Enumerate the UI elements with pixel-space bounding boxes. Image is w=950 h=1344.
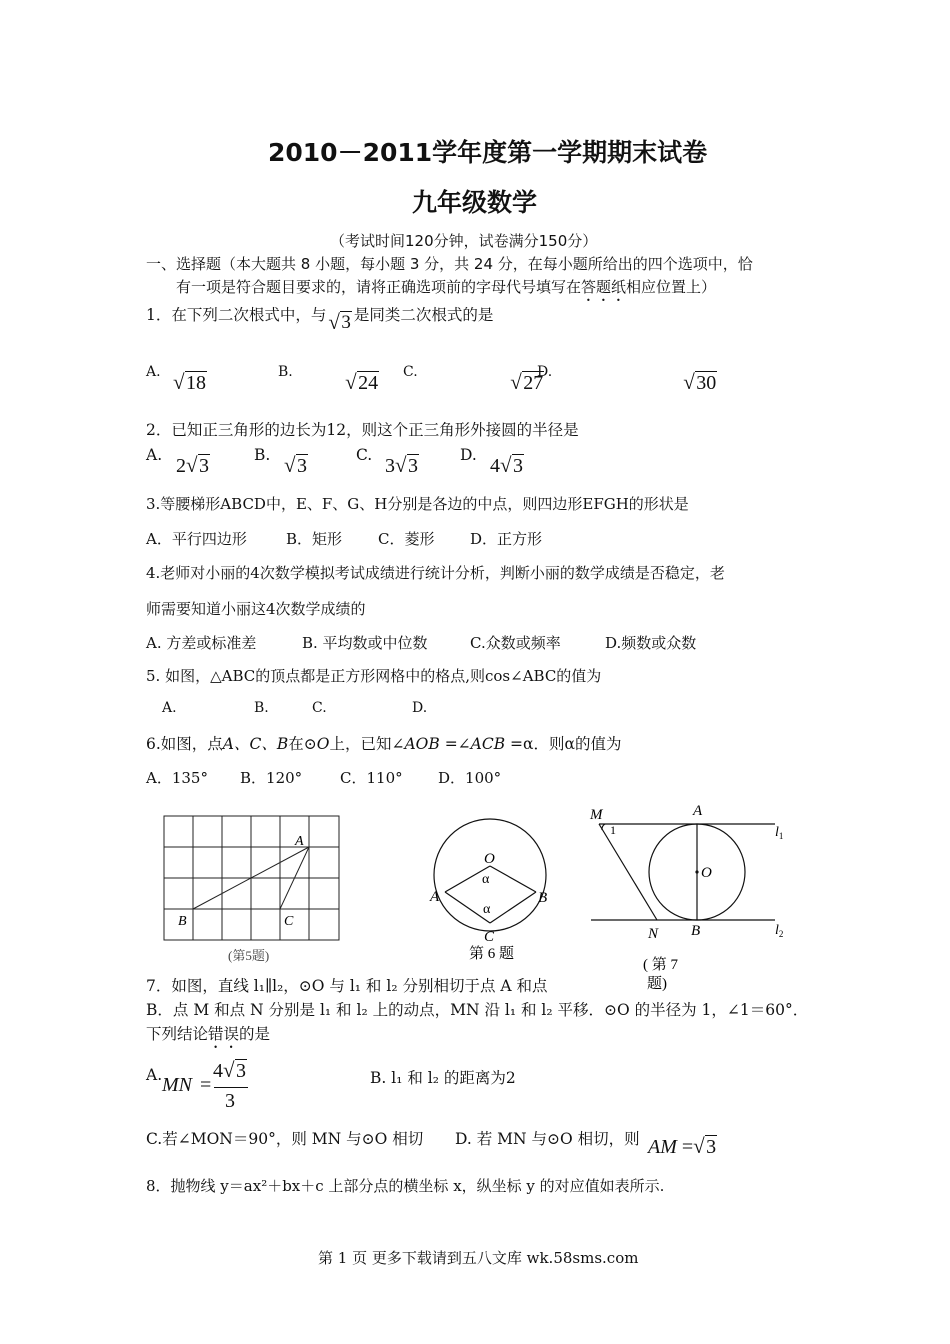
q2-stem: 2．已知正三角形的边长为12，则这个正三角形外接圆的半径是 (146, 421, 579, 439)
exam-subtitle: 九年级数学 (412, 188, 538, 217)
q7-line2: B．点 M 和点 N 分别是 l₁ 和 l₂ 上的动点，MN 沿 l₁ 和 l₂ 平移．⊙O 的半径为 1，∠1＝60°． (146, 1001, 809, 1019)
q6-option-c: C．110° (340, 769, 403, 787)
fig6-label-c: C (484, 929, 495, 945)
q4-option-c: C.众数或频率 (470, 634, 561, 652)
emphasis-answer-sheet: 答题纸 (581, 278, 627, 296)
fig6-label-o: O (484, 851, 495, 867)
q2-option-d-value: 4 √ 3 (490, 453, 523, 477)
figure-6-circle (420, 808, 570, 968)
q4-stem-line1: 4.老师对小丽的4次数学模拟考试成绩进行统计分析，判断小丽的数学成绩是否稳定，老 (146, 564, 725, 582)
fig6-alpha-top: α (482, 872, 490, 887)
q1-radical: √ 3 (328, 310, 351, 334)
fig7-label-l1: $l_1$ (775, 825, 784, 841)
fig7-label-o: O (701, 865, 712, 881)
figure-5-grid (150, 808, 350, 968)
section-heading-line2 (176, 276, 716, 305)
q2-option-a-value: 2 √ 3 (176, 453, 209, 477)
q4-option-b: B. 平均数或中位数 (302, 634, 428, 652)
q6-option-d: D．100° (438, 769, 502, 787)
q4-option-a: A. 方差或标准差 (146, 634, 257, 652)
q4-option-d: D.频数或众数 (605, 634, 697, 652)
q2-option-c-label: C. (356, 446, 373, 464)
fig6-label-a: A (430, 889, 440, 905)
fig5-caption: (第5题) (228, 948, 270, 963)
q3-option-c: C．菱形 (378, 530, 435, 548)
fig5-label-a: A (295, 834, 304, 849)
q1-option-c-label: C. (403, 364, 418, 380)
q2-option-c-value: 3 √ 3 (385, 453, 418, 477)
q7-option-b: B. l₁ 和 l₂ 的距离为2 (370, 1069, 516, 1087)
fig5-label-b: B (178, 914, 187, 929)
page-footer: 第 1 页 更多下载请到五八文库 wk.58sms.com (318, 1249, 639, 1267)
q1-option-a-label: A. (146, 364, 161, 380)
q6-stem: 6.如图，点A、C、B在⊙O上，已知∠AOB =∠ACB =α．则α的值为 (146, 735, 622, 753)
q2-option-b-value: √ 3 (284, 453, 307, 477)
q2-option-a-label: A. (146, 446, 163, 464)
q3-option-a: A．平行四边形 (146, 530, 247, 548)
fig6-caption: 第 6 题 (469, 946, 515, 962)
fig7-caption-line1: ( 第 7 (643, 957, 678, 973)
q1-stem (146, 303, 494, 334)
q7-option-d-expression: AM = √ 3 (648, 1134, 717, 1158)
q7-option-c: C.若∠MON＝90°，则 MN 与⊙O 相切 (146, 1130, 424, 1148)
fig7-label-b: B (691, 923, 701, 939)
fig7-label-l2: $l_2$ (775, 923, 784, 939)
q1-option-d-value: √ 30 (683, 370, 717, 394)
q5-stem: 5. 如图，△ABC的顶点都是正方形网格中的格点,则cos∠ABC的值为 (146, 667, 602, 685)
fig7-angle-1: 1 (610, 823, 616, 837)
fig6-alpha-bottom: α (483, 902, 491, 917)
q1-option-b-label: B. (278, 364, 293, 380)
q5-option-b: B. (254, 700, 269, 716)
q6-option-b: B．120° (240, 769, 303, 787)
section-heading-text-b: 相应位置上） (626, 278, 717, 296)
q7-option-a-eq: = (200, 1074, 212, 1096)
fig7-label-m: M (590, 807, 603, 823)
q7-option-d: D. 若 MN 与⊙O 相切，则 (455, 1130, 640, 1148)
fig6-label-b: B (538, 890, 548, 906)
q1-option-c-value: √ 27 (510, 370, 544, 394)
q1-option-b-value: √ 24 (345, 370, 379, 394)
q3-stem: 3.等腰梯形ABCD中，E、F、G、H分别是各边的中点，则四边形EFGH的形状是 (146, 495, 689, 513)
q8-stem: 8．抛物线 y＝ax²＋bx＋c 上部分点的横坐标 x，纵坐标 y 的对应值如表所示. (146, 1177, 665, 1195)
fig7-label-n: N (648, 926, 659, 942)
q1-option-a-value: √ 18 (173, 370, 206, 394)
q5-option-c: C. (312, 700, 327, 716)
q3-option-b: B．矩形 (286, 530, 343, 548)
section-heading-line1: 一、选择题（本大题共 8 小题，每小题 3 分，共 24 分，在每小题所给出的四个选项中，恰 (146, 255, 753, 273)
fig7-caption-line2: 题) (647, 976, 667, 992)
exam-info: （考试时间120分钟，试卷满分150分） (330, 232, 598, 250)
q7-option-a-fraction-bar (214, 1087, 248, 1088)
q7-option-a-label: A. (146, 1066, 163, 1084)
q1-stem-b: 是同类二次根式的是 (353, 306, 494, 324)
q4-stem-line2: 师需要知道小丽这4次数学成绩的 (146, 600, 366, 618)
section-heading-text-a: 有一项是符合题目要求的，请将正确选项前的字母代号填写在 (176, 278, 582, 296)
q7-option-a-lhs: MN (162, 1074, 192, 1096)
fig5-label-c: C (284, 914, 294, 929)
q1-option-d-label: D. (537, 364, 553, 380)
q3-option-d: D．正方形 (470, 530, 543, 548)
q2-option-b-label: B. (254, 446, 271, 464)
q7-option-a-numerator: 4 √ 3 (213, 1058, 246, 1082)
fig7-label-a: A (693, 803, 703, 819)
q7-line1: 7．如图，直线 l₁∥l₂，⊙O 与 l₁ 和 l₂ 分别相切于点 A 和点 (146, 977, 548, 995)
q6-option-a: A．135° (146, 769, 208, 787)
q1-stem-a: 1．在下列二次根式中，与 (146, 306, 327, 324)
q7-line3: 下列结论错误的是 (146, 1025, 271, 1043)
figure-7-tangents (585, 798, 795, 998)
q2-option-d-label: D. (460, 446, 477, 464)
q7-option-a-denominator: 3 (225, 1090, 235, 1112)
emphasis-wrong: 错误 (208, 1025, 240, 1043)
q5-option-a: A. (162, 700, 177, 716)
q5-option-d: D. (412, 700, 428, 716)
exam-title: 2010－2011学年度第一学期期末试卷 (268, 138, 708, 167)
